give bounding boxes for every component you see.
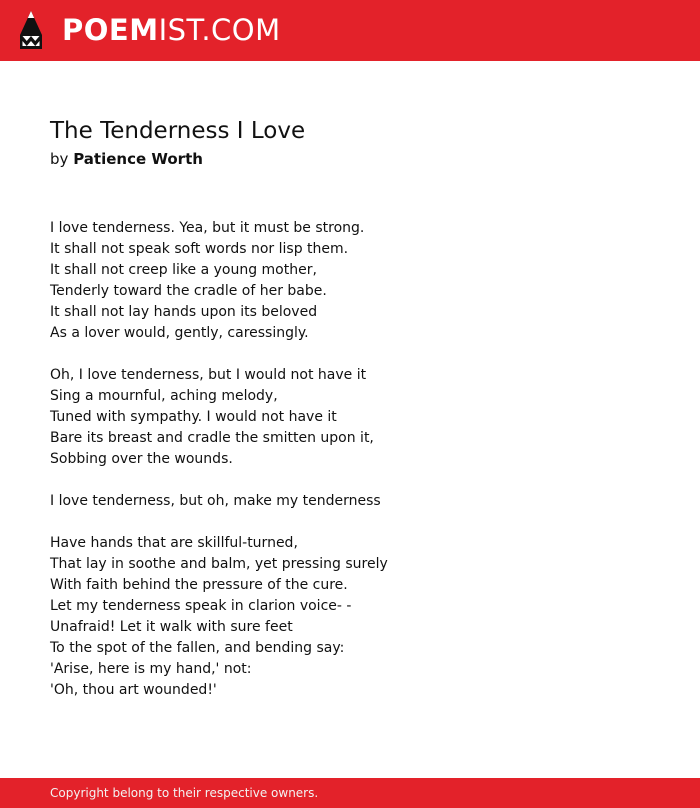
poem-line: Sobbing over the wounds.	[50, 451, 233, 467]
stanza	[50, 491, 650, 512]
poem-line: Have hands that are skillful-turned,	[50, 535, 298, 551]
stanza	[50, 218, 650, 344]
poem-line: It shall not creep like a young mother,	[50, 262, 317, 278]
poem-title: The Tenderness I Love	[50, 118, 306, 144]
stanza	[50, 533, 650, 701]
by-label: by	[50, 150, 69, 168]
poem-line: Sing a mournful, aching melody,	[50, 388, 278, 404]
poem-line: Unafraid! Let it walk with sure feet	[50, 619, 293, 635]
stanza	[50, 365, 650, 470]
byline	[50, 147, 203, 171]
poem-line: I love tenderness, but oh, make my tenderness	[50, 493, 381, 509]
pencil-tip-icon	[18, 10, 44, 51]
poem-line: It shall not lay hands upon its beloved	[50, 304, 318, 320]
poem-line: I love tenderness. Yea, but it must be strong.	[50, 220, 365, 236]
poem-body	[50, 218, 650, 722]
author-name: Patience Worth	[73, 150, 203, 168]
copyright-text: Copyright belong to their respective owners.	[50, 786, 319, 800]
poem-line: Let my tenderness speak in clarion voice- -	[50, 598, 352, 614]
poem-line: Bare its breast and cradle the smitten upon it,	[50, 430, 374, 446]
poem-line: Tenderly toward the cradle of her babe.	[50, 283, 327, 299]
poem-line: Oh, I love tenderness, but I would not have it	[50, 367, 367, 383]
poem-line: With faith behind the pressure of the cure.	[50, 577, 348, 593]
site-header	[0, 0, 700, 61]
poem-line: It shall not speak soft words nor lisp them.	[50, 241, 349, 257]
brand-bold: POEM	[62, 13, 159, 47]
poem-line: To the spot of the fallen, and bending say:	[50, 640, 345, 656]
poem-line: 'Arise, here is my hand,' not:	[50, 661, 252, 677]
poem-line: 'Oh, thou art wounded!'	[50, 682, 217, 698]
site-footer	[0, 778, 700, 808]
poem-line: As a lover would, gently, caressingly.	[50, 325, 309, 341]
brand-thin: IST.COM	[158, 13, 281, 47]
poem-line: That lay in soothe and balm, yet pressing surely	[50, 556, 388, 572]
poem-line: Tuned with sympathy. I would not have it	[50, 409, 337, 425]
site-logo-text[interactable]	[62, 12, 281, 48]
